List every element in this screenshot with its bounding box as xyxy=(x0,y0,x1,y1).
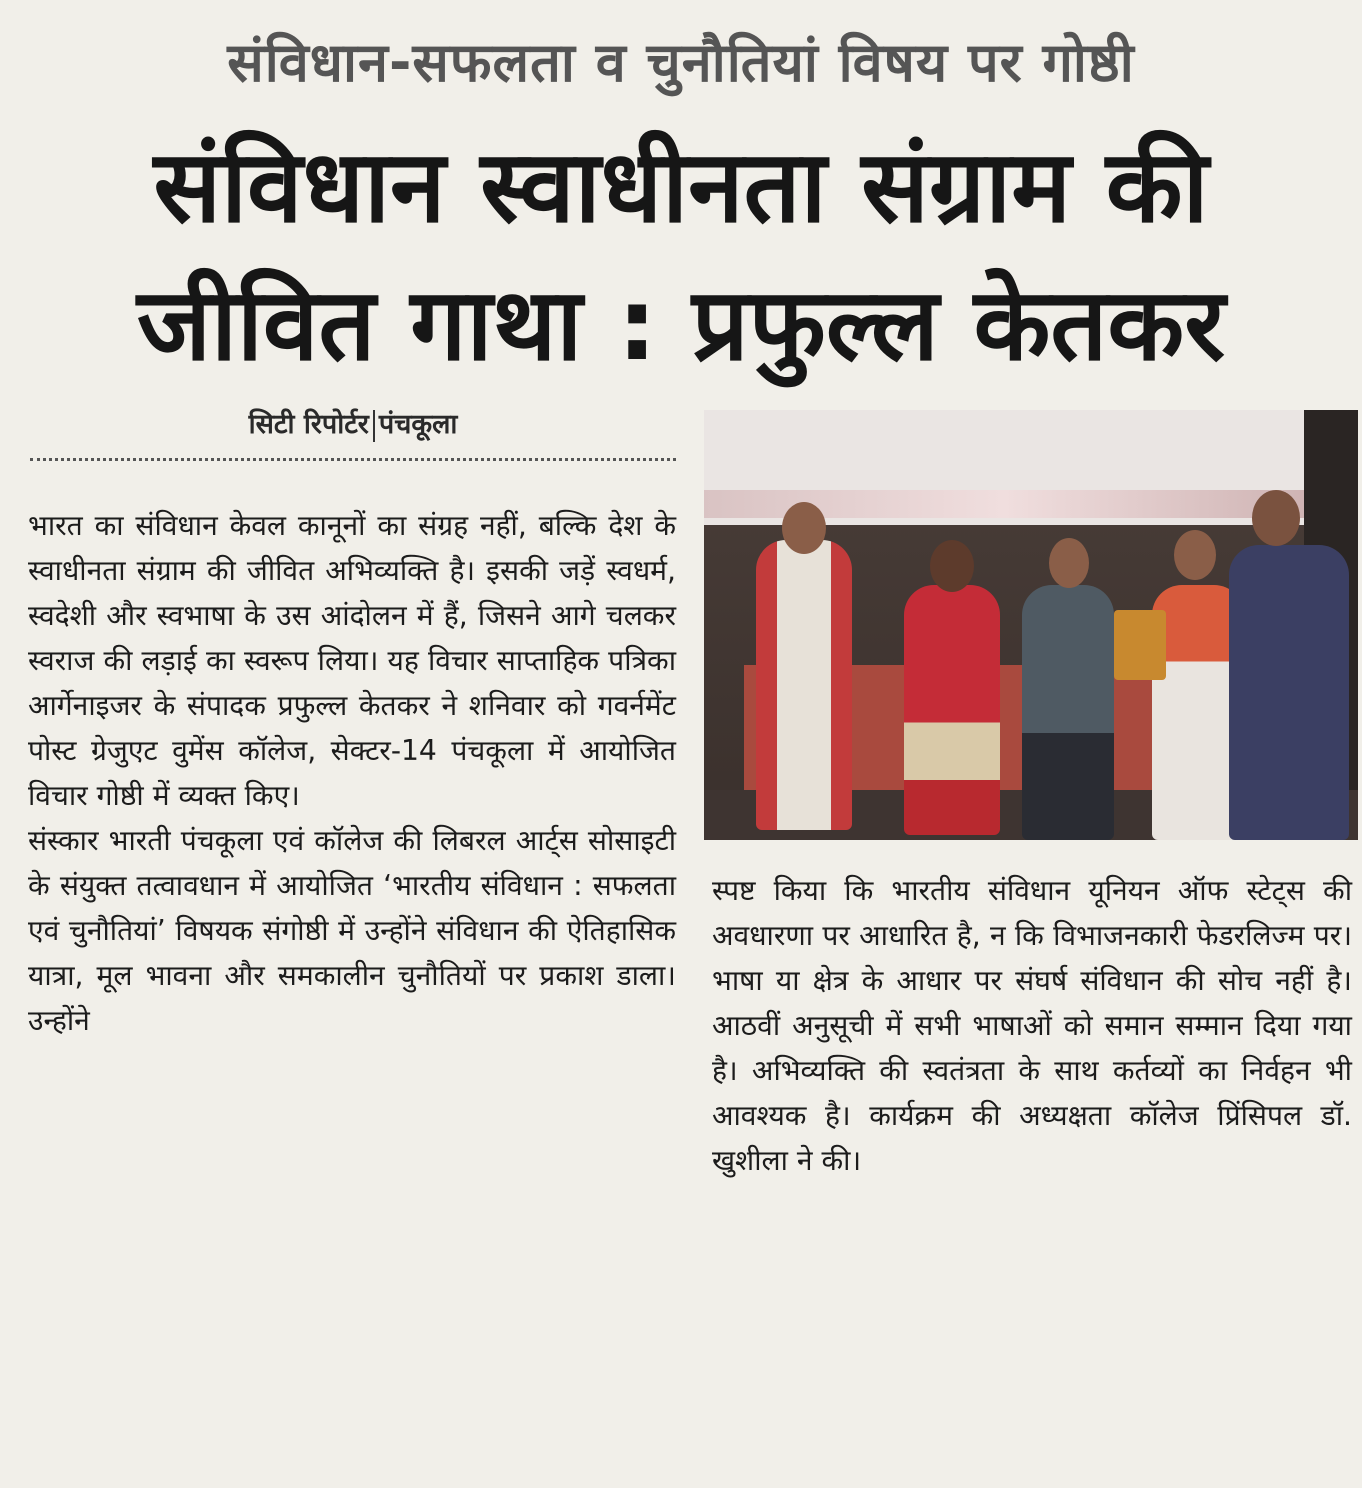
headline-line-2: जीवित गाथा : प्रफुल्ल केतकर xyxy=(136,266,1226,383)
article-right-column xyxy=(712,868,1352,1183)
photo-memento xyxy=(1114,610,1166,680)
article-headline xyxy=(30,118,1332,394)
byline-divider xyxy=(30,458,676,461)
event-photo xyxy=(704,410,1358,840)
byline-reporter: सिटी रिपोर्टर xyxy=(248,409,369,440)
photo-person-3-head xyxy=(1049,538,1089,588)
headline-line-1: संविधान स्वाधीनता संग्राम की xyxy=(153,128,1209,245)
right-paragraph-1: स्पष्ट किया कि भारतीय संविधान यूनियन ऑफ स्टेट्स की अवधारणा पर आधारित है, न कि विभाजनकारी फेडरलिज्म पर। भाषा या क्षेत्र के आधार पर संघर्ष संविधान की सोच नहीं है। आठवीं अनुसूची में सभी भाषाओं को समान सम्मान दिया गया है। अभिव्यक्ति की स्वतंत्रता के साथ कर्तव्यों का निर्वहन भी आवश्यक है। कार्यक्रम की अध्यक्षता कॉलेज प्रिंसिपल डॉ. खुशीला ने की। xyxy=(712,874,1352,1177)
article-kicker: संविधान-सफलता व चुनौतियां विषय पर गोष्ठी xyxy=(227,31,1135,94)
photo-person-2-head xyxy=(930,540,974,592)
photo-person-5 xyxy=(1229,545,1349,840)
photo-person-4-head xyxy=(1174,530,1216,580)
left-paragraph-2: संस्कार भारती पंचकूला एवं कॉलेज की लिबरल आर्ट्स सोसाइटी के संयुक्त तत्वावधान में आयोजित ‘भारतीय संविधान : सफलता एवं चुनौतियां’ विषयक संगोष्ठी में उन्होंने संविधान की ऐतिहासिक यात्रा, मूल भावना और समकालीन चुनौतियों पर प्रकाश डाला। उन्होंने xyxy=(28,824,676,1037)
article-left-column xyxy=(28,503,676,1043)
byline-separator xyxy=(373,410,375,442)
photo-person-5-head xyxy=(1252,490,1300,546)
photo-person-3 xyxy=(1022,585,1114,840)
byline xyxy=(30,404,676,442)
photo-person-1 xyxy=(756,540,852,830)
photo-person-2 xyxy=(904,585,1000,835)
photo-person-1-head xyxy=(782,502,826,554)
byline-city: पंचकूला xyxy=(378,409,458,440)
left-paragraph-1: भारत का संविधान केवल कानूनों का संग्रह नहीं, बल्कि देश के स्वाधीनता संग्राम की जीवित अभिव्यक्ति है। इसकी जड़ें स्वधर्म, स्वदेशी और स्वभाषा के उस आंदोलन में हैं, जिसने आगे चलकर स्वराज की लड़ाई का स्वरूप लिया। यह विचार साप्ताहिक पत्रिका आर्गेनाइजर के संपादक प्रफुल्ल केतकर ने शनिवार को गवर्नमेंट पोस्ट ग्रेजुएट वुमेंस कॉलेज, सेक्टर-14 पंचकूला में आयोजित विचार गोष्ठी में व्यक्त किए। xyxy=(28,509,676,812)
